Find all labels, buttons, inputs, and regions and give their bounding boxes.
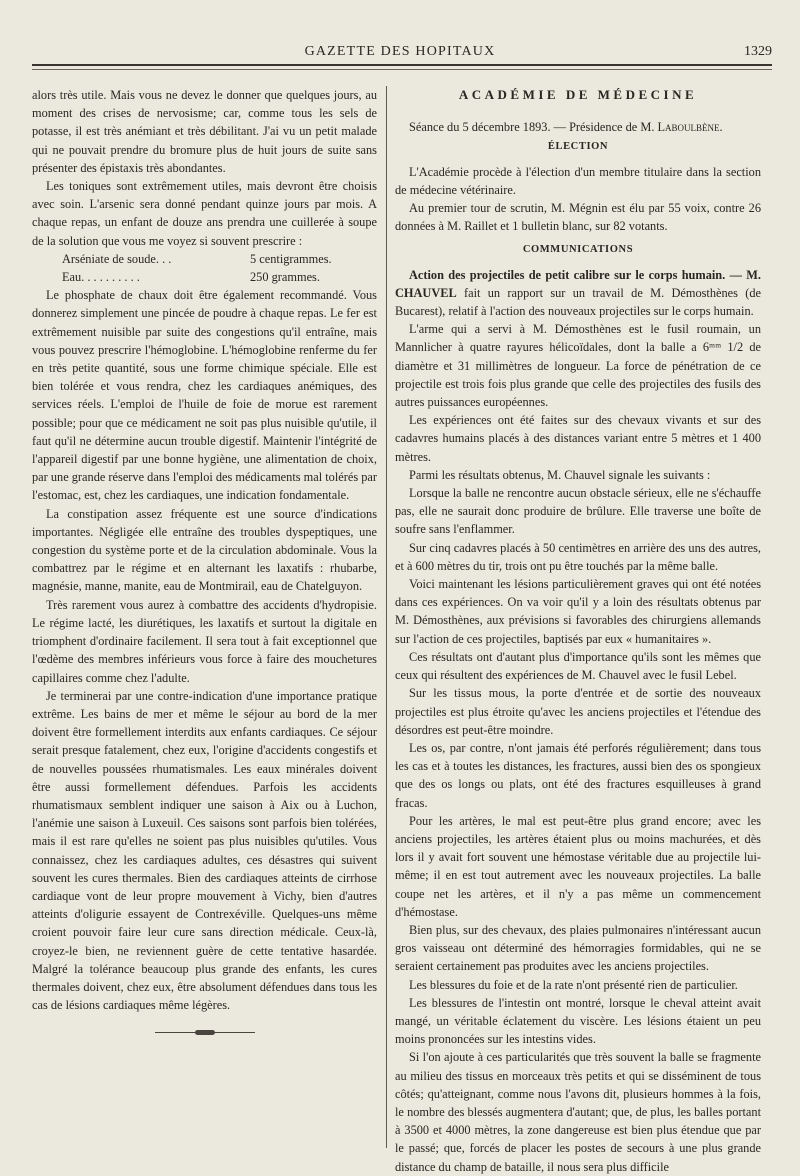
paragraph: alors très utile. Mais vous ne devez le donner que quelques jours, au moment des crises de nervosisme; car, comme tous les sels de potasse, il est très anémiant et très débilitant. J'ai vu un petit malade qui ne pouvait prendre du bromure plus de huit jours de suite sans présenter des épistaxis très abondantes. (32, 88, 377, 175)
left-column (32, 86, 377, 1033)
subheading-communications: COMMUNICATIONS (522, 244, 634, 256)
formula-line (32, 250, 377, 268)
paragraph: La constipation assez fréquente est une source d'indications importantes. Négligée elle entraîne des troubles dyspeptiques, une congestion du système porte et de la circulation abdominale. Vous la combattrez par le régime et en alternant les laxatifs : rhubarbe, magnésie, manne, manite, eau de Montmirail, eau de Chatelguyon. (32, 506, 377, 594)
paragraph: Très rarement vous aurez à combattre des accidents d'hydropisie. Le régime lacté, les diurétiques, les laxatifs et surtout la digitale en triomphent d'ordinaire facilement. Il sera tout à fait exceptionnel que l'œdème des membres inférieurs vous force à faire des mouchetures capillaires comme chez l'adulte. (32, 597, 377, 685)
paragraph: Les os, par contre, n'ont jamais été perforés régulièrement; dans tous les cas et à toutes les distances, les fractures, aussi bien des os spongieux que des os longs ou plats, ont été des fractures esquilleuses à grand fracas. (395, 740, 761, 810)
subheading-election: ÉLECTION (547, 141, 609, 153)
prescription-formula (32, 250, 377, 286)
header-rule (32, 64, 772, 66)
running-header-title: GAZETTE DES HOPITAUX (304, 44, 496, 59)
formula-quantity: 5 centigrammes. (250, 251, 332, 266)
column-divider (386, 86, 387, 1148)
communication-author: — M. CHAUVEL (395, 267, 761, 300)
paragraph: Le phosphate de chaux doit être également recommandé. Vous donnerez simplement une pincée de poudre à chaque repas. Le fer est extrêmement nuisible par suite des congestions qu'il entraîne, mais vous pouvez prescrire l'hémoglobine. L'hémoglobine renferme du fer en très petite quantité, sous une forme chimique spéciale. Elle est bien tolérée et vous rendra, chez les cardiaques anémiques, des services réels. L'emploi de l'huile de foie de morue est rarement possible; pour que ce médicament ne soit pas plus nuisible qu'utile, il faut qu'il ne détermine aucun trouble digestif. Maintenir l'intégrité de l'appareil digestif par une bonne hygiène, une alimentation de choix, par une grande réserve dans l'emploi des médicaments mal tolérés par l'estomac, est, chez les cardiaques, une indication fondamentale. (32, 288, 377, 503)
paragraph: Ces résultats ont d'autant plus d'importance qu'ils sont les mêmes que ceux qui résultent des expériences de M. Chauvel avec le fusil Lebel. (395, 649, 761, 683)
paragraph: Parmi les résultats obtenus, M. Chauvel signale les suivants : (409, 467, 711, 482)
formula-ingredient: Eau. . . . . . . . . . (62, 270, 140, 285)
formula-ingredient: Arséniate de soude. . . (62, 251, 172, 266)
paragraph: Les blessures de l'intestin ont montré, lorsque le cheval atteint avait mangé, un véritable éclatement du viscère. Les lésions étaient un peu moins prononcées sur les intestins vides. (395, 995, 761, 1047)
communication-title: Action des projectiles de petit calibre sur le corps humain. (409, 267, 726, 282)
paragraph: Voici maintenant les lésions particulièrement graves qui ont été notées dans ces expériences. On va voir qu'il y a loin des résultats obtenus par M. Démosthènes, aux prévisions si favorables des chirurgiens allemands sur l'action de ces projectiles, baptisés par eux « humanitaires ». (395, 577, 761, 646)
paragraph: Sur cinq cadavres placés à 50 centimètres en arrière des uns des autres, et à 600 mètres du tir, trois ont pu être touchés par la même balle. (395, 540, 761, 573)
paragraph: L'Académie procède à l'élection d'un membre titulaire dans la section de médecine vétérinaire. (395, 164, 761, 197)
seance-line (395, 118, 761, 136)
seance-text: Séance du 5 décembre 1893. — Présidence de M. (409, 120, 658, 135)
paragraph-text: fait un rapport sur un travail de M. Démosthènes (de Bucarest), relatif à l'action des nouveaux projectiles sur le corps humain. (395, 285, 761, 319)
paragraph: Pour les artères, le mal est peut-être plus grand encore; avec les anciens projectiles, les artères étaient plus ou moins machurées, et dès lors il y avait fort souvent une hémostase véritable due au projectile lui-même; il en est tout autrement avec les nouveaux projectiles. La balle coupe net les artères, et il n'y a pas même un commencement d'hémostase. (395, 813, 761, 919)
seance-president: Laboulbène. (657, 120, 723, 135)
paragraph (395, 266, 761, 321)
paragraph: Je terminerai par une contre-indication d'une importance pratique extrême. Les bains de mer et même le séjour au bord de la mer doivent être formellement interdits aux enfants cardiaques. Ce séjour serait presque fatalement, chez eux, l'origine d'accidents congestifs et de nouvelles poussées rhumatismales. Les eaux minérales doivent être aussi formellement défendues. Parfois les accidents rhumatismaux semblent indiquer une saison à Aix ou à Luchon, l'anémie une saison à Luxeuil. Ces saisons sont parfois bien tolérées, mais il est rare qu'elles ne soient pas plus nuisibles qu'utiles. Vous connaissez, chez les cardiaques adultes, ces désastres qui suivent souvent les cures thermales. Bien des cardiaques atteints de cirrhose cardiaque vont de leur propre mouvement à Vichy, bien d'autres atteints d'oligurie essayent de Contrexéville. Quelques-uns même croient pouvoir faire leur cure sans direction médicale. Ceux-là, croyez-le bien, ne reviennent guère de cette tentative hasardée. Malgré la tolérance beaucoup plus grande des enfants, les cures thermales doivent, chez eux, être absolument défendues dans tous les cas de lésions cardiaques même légères. (32, 688, 377, 1013)
section-title: ACADÉMIE DE MÉDECINE (458, 87, 698, 102)
end-ornament (155, 1032, 255, 1033)
header-rule-thin (32, 69, 772, 70)
paragraph: Sur les tissus mous, la porte d'entrée et de sortie des nouveaux projectiles est plus étroite qu'avec les anciens projectiles et l'étendue des désordres est peut-être moindre. (395, 686, 761, 737)
page-number: 1329 (744, 44, 772, 59)
paragraph: Les toniques sont extrêmement utiles, mais devront être choisis avec soin. L'arsenic sera donné pendant quinze jours par mois. A chaque repas, un enfant de douze ans prendra une cuillerée à soupe de la solution que vous me voyez si souvent prescrire : (32, 179, 377, 248)
paragraph: L'arme qui a servi à M. Démosthènes est le fusil roumain, un Mannlicher à quatre rayures hélicoïdales, dont la balle a 6ᵐᵐ 1/2 de diamètre et 31 millimètres de longueur. La force de pénétration de ce projectile est trois fois plus grande que celle des projectiles des fusils des autres puissances européennes. (395, 322, 761, 410)
paragraph: Au premier tour de scrutin, M. Mégnin est élu par 55 voix, contre 26 données à M. Raillet et 1 bulletin blanc, sur 82 votants. (395, 201, 761, 234)
paragraph: Si l'on ajoute à ces particularités que très souvent la balle se fragmente au milieu des tissus en morceaux très petits et qui se disséminent de tous côtés; qu'atteignant, comme nous l'avons dit, plusieurs hommes à la fois, le nombre des blessés augmentera d'autant; que, de plus, les balles portant à 3500 et 4000 mètres, la zone dangereuse est bien plus étendue que par le passé; que, forcés de placer les postes de secours à une plus grande distance du champ de bataille, il nous sera plus difficile (395, 1050, 761, 1174)
paragraph: Bien plus, sur des chevaux, des plaies pulmonaires n'intéressant aucun gros vaisseau ont déterminé des hémorragies formidables, qui ne se seraient certainement pas produites avec les anciens projectiles. (395, 922, 761, 974)
formula-quantity: 250 grammes. (250, 270, 320, 285)
paragraph: Les expériences ont été faites sur des chevaux vivants et sur des cadavres humains placés à des distances variant entre 5 mètres et 1 400 mètres. (395, 413, 761, 464)
paragraph: Lorsque la balle ne rencontre aucun obstacle sérieux, elle ne s'échauffe pas, elle ne saurait donc produire de brûlure. Elle traverse une boîte de soufre sans l'enflammer. (395, 486, 761, 537)
right-column (395, 86, 761, 1176)
paragraph: Les blessures du foie et de la rate n'ont présenté rien de particulier. (409, 977, 738, 992)
formula-line (32, 268, 377, 286)
